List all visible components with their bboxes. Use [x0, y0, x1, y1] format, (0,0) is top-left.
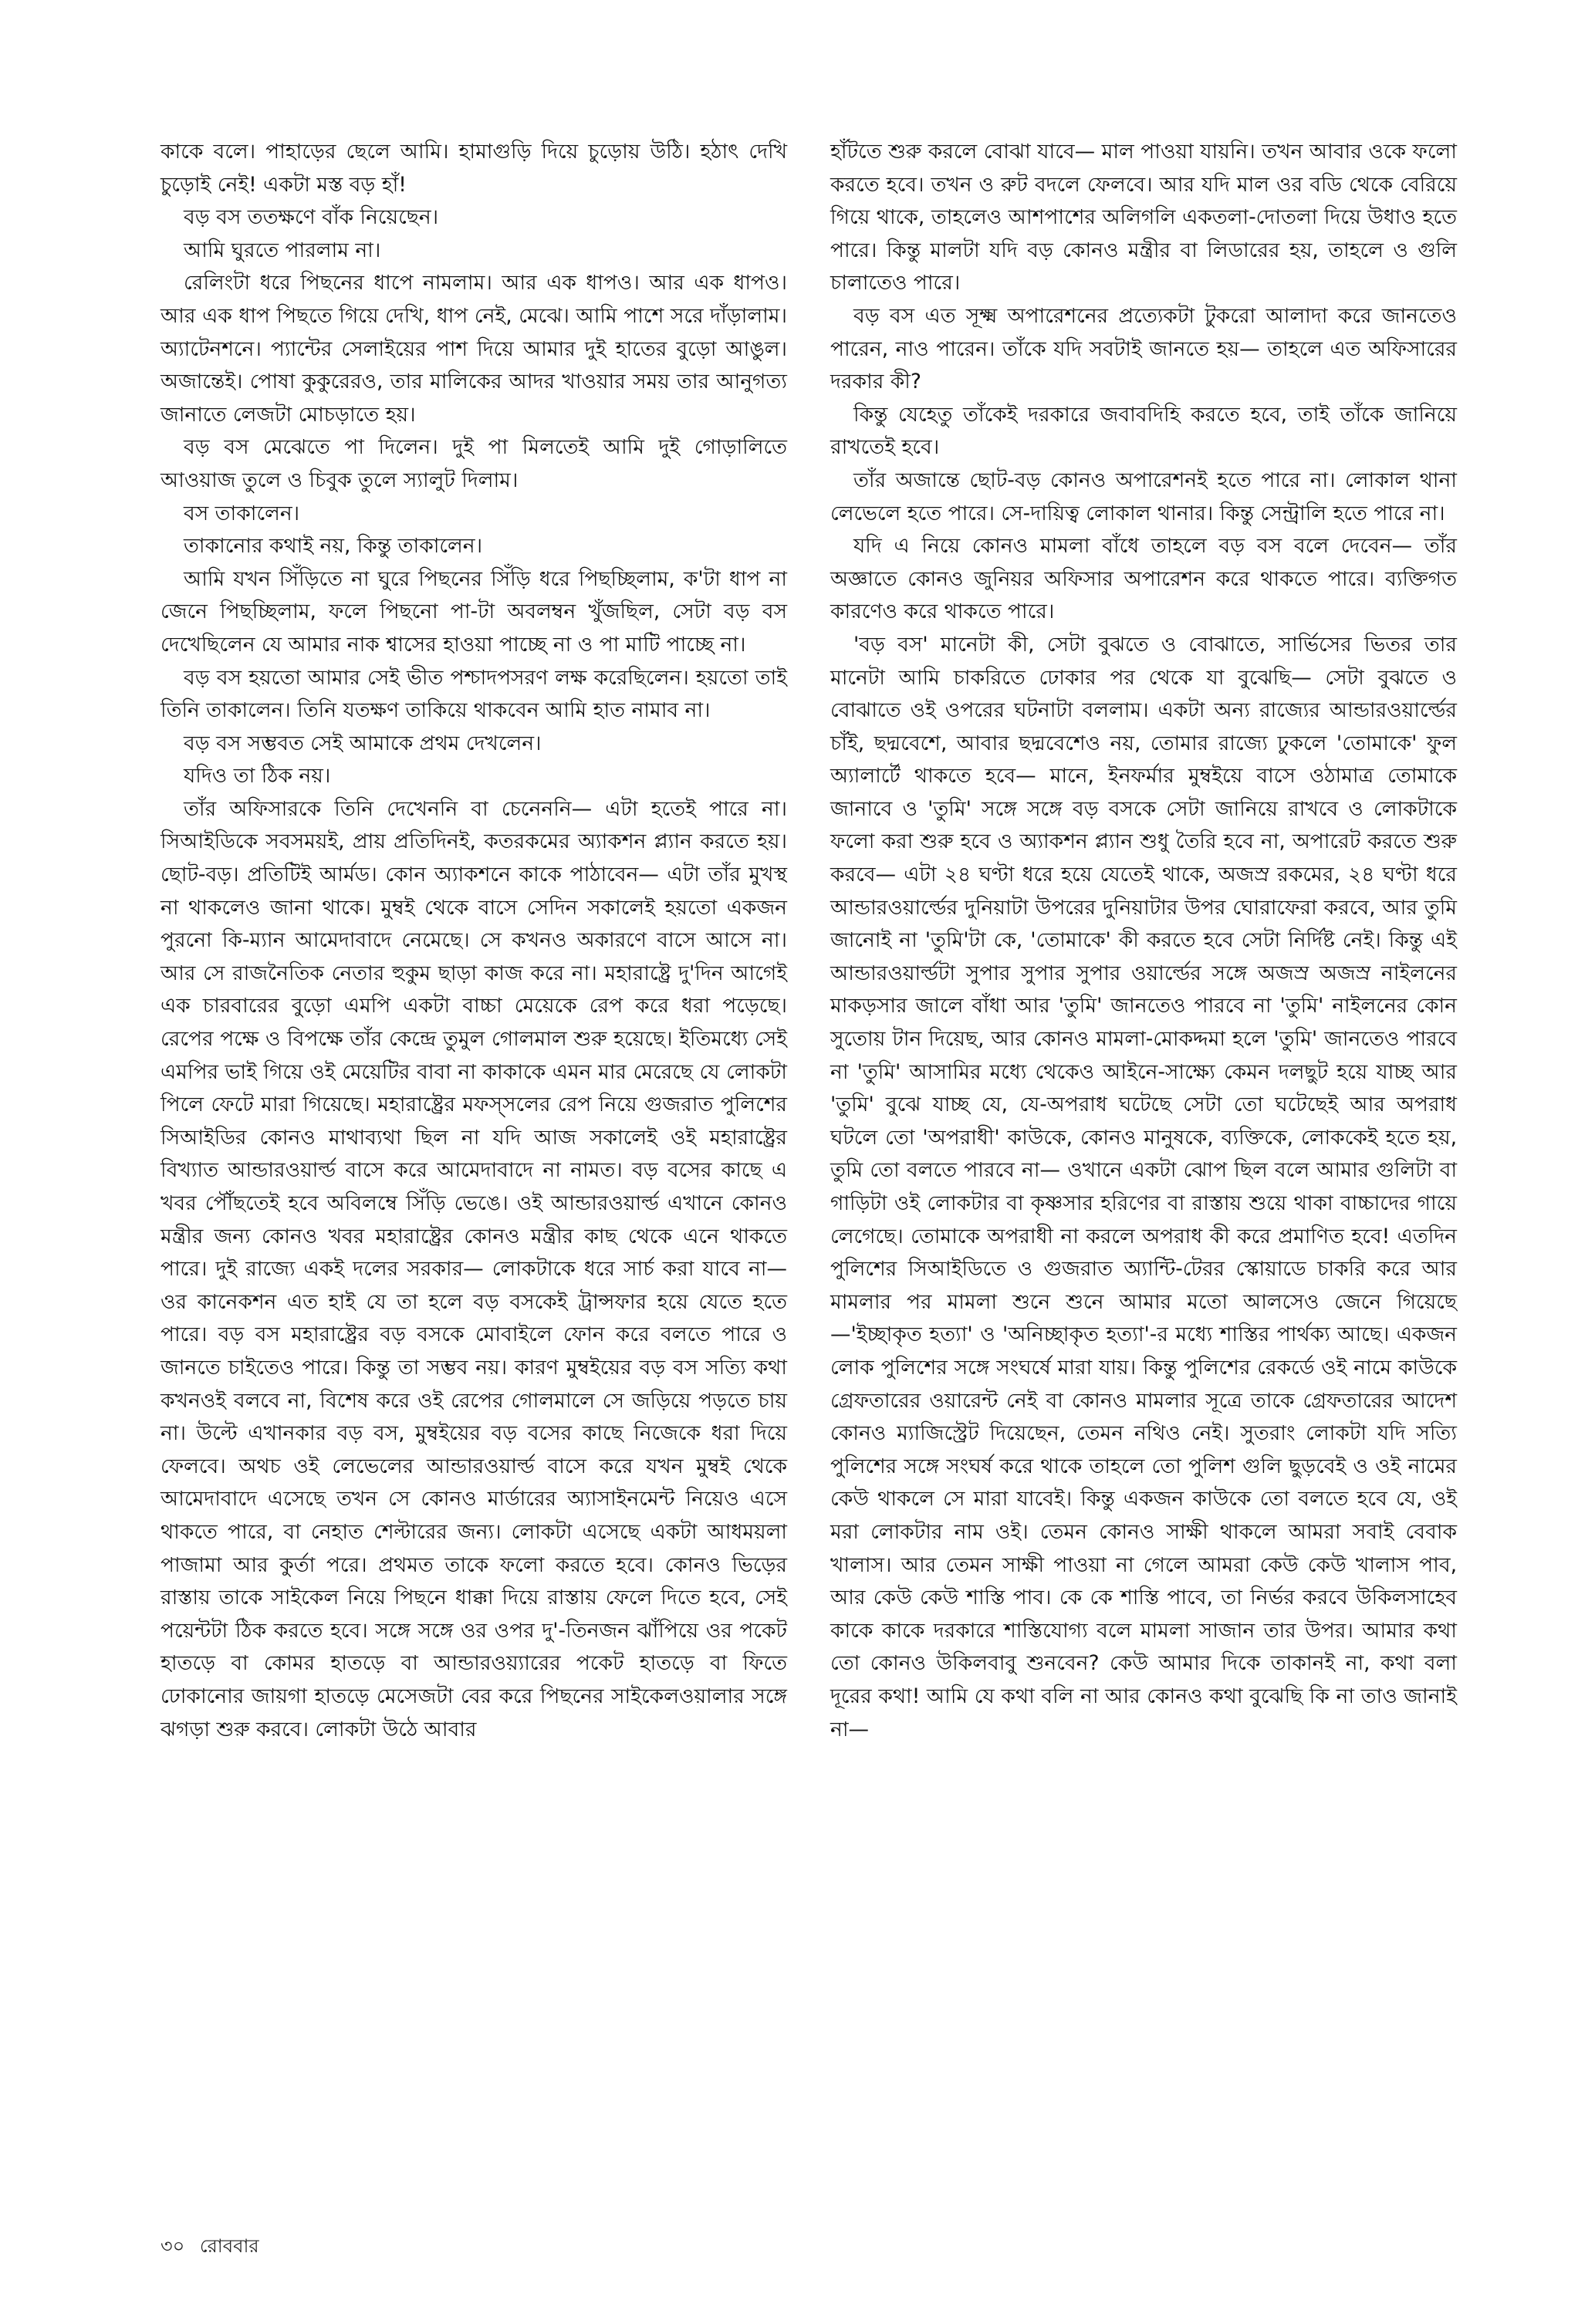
- paragraph: বড় বস হয়তো আমার সেই ভীত পশ্চাদপসরণ লক্ষ করেছিলেন। হয়তো তাই তিনি তাকালেন। তিনি যতক্ষণ তাকিয়ে থাকবেন আমি হাত নামাব না।: [161, 665, 787, 723]
- magazine-name: রোববার: [199, 2235, 259, 2257]
- paragraph: 'বড় বস' মানেটা কী, সেটা বুঝতে ও বোঝাতে, সার্ভিসের ভিতর তার মানেটা আমি চাকরিতে ঢোকার পর থেকে যা বুঝেছি— সেটা বুঝতে ও বোঝাতে ওই ওপরের ঘটনাটা বললাম। একটা অন্য রাজ্যের আন্ডারওয়ার্ল্ডের চাঁই, ছদ্মবেশে, আবার ছদ্মবেশেও নয়, তোমার রাজ্যে ঢুকলে 'তোমাকে' ফুল অ্যালার্টে থাকতে হবে— মানে, ইনফর্মার মুম্বইয়ে বাসে ওঠামাত্র তোমাকে জানাবে ও 'তুমি' সঙ্গে সঙ্গে বড় বসকে সেটা জানিয়ে রাখবে ও লোকটাকে ফলো করা শুরু হবে ও অ্যাকশন প্ল্যান শুধু তৈরি হবে না, অপারেট করতে শুরু করবে— এটা ২৪ ঘণ্টা ধরে হয়ে যেতেই থাকে, অজস্র রকমের, ২৪ ঘণ্টা ধরে আন্ডারওয়ার্ল্ডের দুনিয়াটা উপরের দুনিয়াটার উপর ঘোরাফেরা করবে, আর তুমি জানোই না 'তুমি'টা কে, 'তোমাকে' কী করতে হবে সেটা নির্দিষ্ট নেই। কিন্তু এই আন্ডারওয়ার্ল্ডটা সুপার সুপার সুপার ওয়ার্ল্ডের সঙ্গে অজস্র অজস্র নাইলনের মাকড়সার জালে বাঁধা আর 'তুমি' জানতেও পারবে না 'তুমি' নাইলনের কোন সুতোয় টান দিয়েছ, আর কোনও মামলা-মোকদ্দমা হলে 'তুমি' জানতেও পারবে না 'তুমি' আসামির মধ্যে থেকেও আইনে-সাক্ষ্যে কেমন দলছুট হয়ে যাচ্ছ আর 'তুমি' বুঝে যাচ্ছ যে, যে-অপরাধ ঘটেছে সেটা তো ঘটেছেই আর অপরাধ ঘটলে তো 'অপরাধী' কাউকে, কোনও মানুষকে, ব্যক্তিকে, লোককেই হতে হয়, তুমি তো বলতে পারবে না— ওখানে একটা ঝোপ ছিল বলে আমার গুলিটা বা গাড়িটা ওই লোকটার বা কৃষ্ণসার হরিণের বা রাস্তায় শুয়ে থাকা বাচ্চাদের গায়ে লেগেছে। তোমাকে অপরাধী না করলে অপরাধ কী করে প্রমাণিত হবে! এতদিন পুলিশের সিআইডিতে ও গুজরাত অ্যান্টি-টেরর স্কোয়াডে চাকরি করে আর মামলার পর মামলা শুনে শুনে আমার মতো আলসেও জেনে গিয়েছে—'ইচ্ছাকৃত হত্যা' ও 'অনিচ্ছাকৃত হত্যা'-র মধ্যে শাস্তির পার্থক্য আছে। একজন লোক পুলিশের সঙ্গে সংঘর্ষে মারা যায়। কিন্তু পুলিশের রেকর্ডে ওই নামে কাউকে গ্রেফতারের ওয়ারেন্ট নেই বা কোনও মামলার সূত্রে তাকে গ্রেফতারের আদেশ কোনও ম্যাজিস্ট্রেট দিয়েছেন, তেমন নথিও নেই। সুতরাং লোকটা যদি সত্যি পুলিশের সঙ্গে সংঘর্ষ করে থাকে তাহলে তো পুলিশ গুলি ছুড়বেই ও ওই নামের কেউ থাকলে সে মারা যাবেই। কিন্তু একজন কাউকে তো বলতে হবে যে, ওই মরা লোকটার নাম ওই। তেমন কোনও সাক্ষী থাকলে আমরা সবাই বেবাক খালাস। আর তেমন সাক্ষী পাওয়া না গেলে আমরা কেউ কেউ খালাস পাব, আর কেউ কেউ শাস্তি পাব। কে কে শাস্তি পাবে, তা নির্ভর করবে উকিলসাহেব কাকে কাকে দরকারে শাস্তিযোগ্য বলে মামলা সাজান তার উপর। আমার কথা তো কোনও উকিলবাবু শুনবেন? কেউ আমার দিকে তাকানই না, কথা বলা দূরের কথা! আমি যে কথা বলি না আর কোনও কথা বুঝেছি কি না তাও জানাই না—: [830, 632, 1457, 1741]
- paragraph: আমি ঘুরতে পারলাম না।: [184, 238, 381, 262]
- paragraph: তাঁর অজান্তে ছোট-বড় কোনও অপারেশনই হতে পারে না। লোকাল থানা লেভেলে হতে পারে। সে-দায়িত্ব লোকাল থানার। কিন্তু সেন্ট্রালি হতে পারে না।: [830, 468, 1457, 525]
- paragraph: কিন্তু যেহেতু তাঁকেই দরকারে জবাবদিহি করতে হবে, তাই তাঁকে জানিয়ে রাখতেই হবে।: [830, 402, 1457, 460]
- paragraph: তাকানোর কথাই নয়, কিন্তু তাকালেন।: [184, 534, 483, 559]
- paragraph: বড় বস এত সূক্ষ্ম অপারেশনের প্রত্যেকটা টুকরো আলাদা করে জানতেও পারেন, নাও পারেন। তাঁকে যদি সবটাই জানতে হয়— তাহলে এত অফিসারের দরকার কী?: [830, 303, 1457, 394]
- paragraph: আমি যখন সিঁড়িতে না ঘুরে পিছনের সিঁড়ি ধরে পিছচ্ছিলাম, ক'টা ধাপ না জেনে পিছচ্ছিলাম, ফলে পিছনো পা-টা অবলম্বন খুঁজছিল, সেটা বড় বস দেখেছিলেন যে আমার নাক শ্বাসের হাওয়া পাচ্ছে না ও পা মাটি পাচ্ছে না।: [161, 566, 787, 657]
- page-footer: [161, 2234, 269, 2258]
- paragraph: তাঁর অফিসারকে তিনি দেখেননি বা চেনেননি— এটা হতেই পারে না। সিআইডিকে সবসময়ই, প্রায় প্রতিদিনই, কতরকমের অ্যাকশন প্ল্যান করতে হয়। ছোট-বড়। প্রতিটিই আর্মড। কোন অ্যাকশনে কাকে পাঠাবেন— এটা তাঁর মুখস্থ না থাকলেও জানা থাকে। মুম্বই থেকে বাসে সেদিন সকালেই হয়তো একজন পুরনো কি-ম্যান আমেদাবাদে নেমেছে। সে কখনও অকারণে বাসে আসে না। আর সে রাজনৈতিক নেতার হুকুম ছাড়া কাজ করে না। মহারাষ্ট্রে দু'দিন আগেই এক চারবারের বুড়ো এমপি একটা বাচ্চা মেয়েকে রেপ করে ধরা পড়েছে। রেপের পক্ষে ও বিপক্ষে তাঁর কেন্দ্রে তুমুল গোলমাল শুরু হয়েছে। ইতিমধ্যে সেই এমপির ভাই গিয়ে ওই মেয়েটির বাবা না কাকাকে এমন মার মেরেছে যে লোকটা পিলে ফেটে মারা গিয়েছে। মহারাষ্ট্রের মফস্‌সলের রেপ নিয়ে গুজরাত পুলিশের সিআইডির কোনও মাথাব্যথা ছিল না যদি আজ সকালেই ওই মহারাষ্ট্রের বিখ্যাত আন্ডারওয়ার্ল্ড বাসে করে আমেদাবাদে না নামত। বড় বসের কাছে এ খবর পৌঁছতেই হবে অবিলম্বে সিঁড়ি ভেঙে। ওই আন্ডারওয়ার্ল্ড এখানে কোনও মন্ত্রীর জন্য কোনও খবর মহারাষ্ট্রের কোনও মন্ত্রীর কাছ থেকে এনে থাকতে পারে। দুই রাজ্যে একই দলের সরকার— লোকটাকে ধরে সার্চ করা যাবে না— ওর কানেকশন এত হাই যে তা হলে বড় বসকেই ট্রান্সফার হয়ে যেতে হতে পারে। বড় বস মহারাষ্ট্রের বড় বসকে মোবাইলে ফোন করে বলতে পারে ও জানতে চাইতেও পারে। কিন্তু তা সম্ভব নয়। কারণ মুম্বইয়ের বড় বস সত্যি কথা কখনওই বলবে না, বিশেষ করে ওই রেপের গোলমালে সে জড়িয়ে পড়তে চায় না। উল্টে এখানকার বড় বস, মুম্বইয়ের বড় বসের কাছে নিজেকে ধরা দিয়ে ফেলবে। অথচ ওই লেভেলের আন্ডারওয়ার্ল্ড বাসে করে যখন মুম্বই থেকে আমেদাবাদে এসেছে তখন সে কোনও মার্ডারের অ্যাসাইনমেন্ট নিয়েও এসে থাকতে পারে, বা নেহাত শেল্টারের জন্য। লোকটা এসেছে একটা আধময়লা পাজামা আর কুর্তা পরে। প্রথমত তাকে ফলো করতে হবে। কোনও ভিড়ের রাস্তায় তাকে সাইকেল নিয়ে পিছনে ধাক্কা দিয়ে রাস্তায় ফেলে দিতে হবে, সেই পয়েন্টটা ঠিক করতে হবে। সঙ্গে সঙ্গে ওর ওপর দু'-তিনজন ঝাঁপিয়ে ওর পকেট হাতড়ে বা কোমর হাতড়ে বা আন্ডারওয়্যারের পকেট হাতড়ে বা ফিতে ঢোকানোর জায়গা হাতড়ে মেসেজটা বের করে পিছনের সাইকেলওয়ালার সঙ্গে ঝগড়া শুরু করবে। লোকটা উঠে আবার: [161, 796, 787, 1741]
- paragraph: হাঁটতে শুরু করলে বোঝা যাবে— মাল পাওয়া যায়নি। তখন আবার ওকে ফলো করতে হবে। তখন ও রুট বদলে ফেলবে। আর যদি মাল ওর বডি থেকে বেরিয়ে গিয়ে থাকে, তাহলেও আশপাশের অলিগলি একতলা-দোতলা দিয়ে উধাও হতে পারে। কিন্তু মালটা যদি বড় কোনও মন্ত্রীর বা লিডারের হয়, তাহলে ও গুলি চালাতেও পারে।: [830, 140, 1457, 296]
- paragraph: কাকে বলে। পাহাড়ের ছেলে আমি। হামাগুড়ি দিয়ে চুড়োয় উঠি। হঠাৎ দেখি চুড়োই নেই! একটা মস্ত বড় হাঁ!: [161, 140, 787, 197]
- paragraph: বড় বস সম্ভবত সেই আমাকে প্রথম দেখলেন।: [184, 731, 542, 755]
- paragraph: বড় বস মেঝেতে পা দিলেন। দুই পা মিলতেই আমি দুই গোড়ালিতে আওয়াজ তুলে ও চিবুক তুলে স্যালুট দিলাম।: [161, 435, 787, 492]
- page-number: ৩০: [161, 2235, 185, 2257]
- paragraph: রেলিংটা ধরে পিছনের ধাপে নামলাম। আর এক ধাপও। আর এক ধাপও। আর এক ধাপ পিছতে গিয়ে দেখি, ধাপ নেই, মেঝে। আমি পাশে সরে দাঁড়ালাম। অ্যাটেনশনে। প্যান্টের সেলাইয়ের পাশ দিয়ে আমার দুই হাতের বুড়ো আঙুল। অজান্তেই। পোষা কুকুরেরও, তার মালিকের আদর খাওয়ার সময় তার আনুগত্য জানাতে লেজটা মোচড়াতে হয়।: [161, 271, 787, 427]
- paragraph: বড় বস ততক্ষণে বাঁক নিয়েছেন।: [184, 205, 439, 230]
- paragraph: যদিও তা ঠিক নয়।: [184, 764, 331, 789]
- left-text-column: [161, 136, 787, 1746]
- paragraph: বস তাকালেন।: [184, 501, 300, 525]
- right-text-column: [830, 136, 1457, 1746]
- paragraph: যদি এ নিয়ে কোনও মামলা বাঁধে তাহলে বড় বস বলে দেবেন— তাঁর অজ্ঞাতে কোনও জুনিয়র অফিসার অপারেশন করে থাকতে পারে। ব্যক্তিগত কারণেও করে থাকতে পারে।: [830, 534, 1457, 624]
